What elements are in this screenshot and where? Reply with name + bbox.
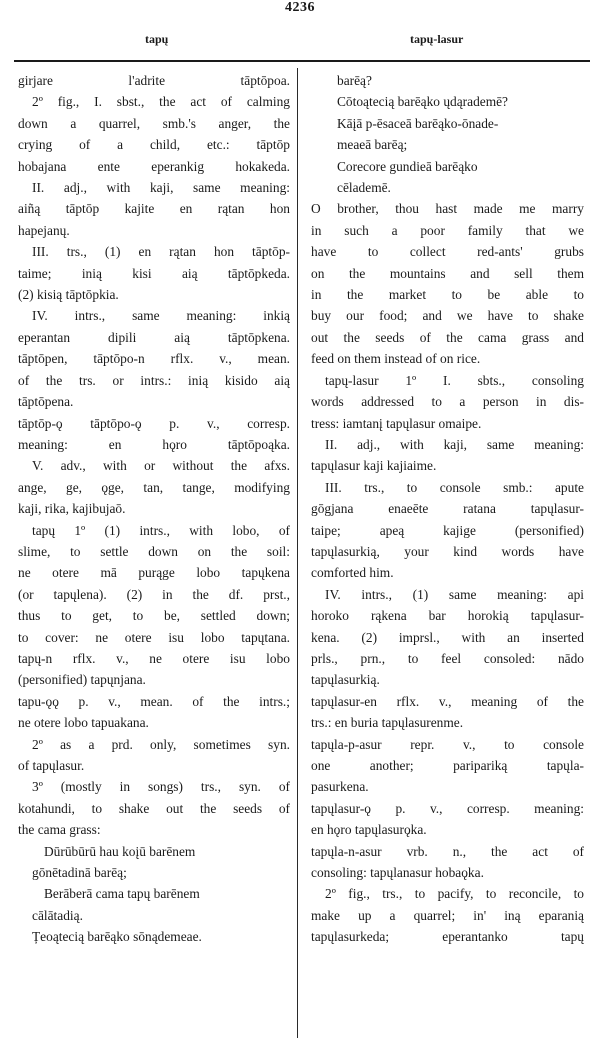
text-line: kaji, rika, kajibujaō. <box>18 501 126 517</box>
running-head-right: tapų-lasur <box>410 32 464 46</box>
text-line: III. trs., to console smb.: apute <box>325 479 584 495</box>
text-line: tapųlasurkeda; eperantanko tapų <box>311 929 584 945</box>
right-column <box>311 70 584 948</box>
text-line: gōgjana enaeēte ratana tapųlasur- <box>311 501 584 517</box>
text-line: ne otere mā purąge lobo tapųkena <box>18 565 290 581</box>
song-line: cālātadią. <box>32 907 83 923</box>
text-line: (2) kisią tāptōpkia. <box>18 287 119 303</box>
text-line: tāptōp-ǫ tāptōpo-ǫ p. v., corresp. <box>18 415 290 431</box>
left-column <box>18 70 290 948</box>
text-line: of the trs. or intrs.: inią kisido aią <box>18 372 290 388</box>
text-line: ange, ge, ǫge, tan, tange, modifying <box>18 479 290 495</box>
text-line: comforted him. <box>311 565 394 581</box>
song-line: cēlademē. <box>337 180 391 196</box>
text-line: girjare l'adrite tāptōpoa. <box>18 73 290 88</box>
text-line: hobajana ente eperankig hokakeda. <box>18 158 290 174</box>
text-line: IV. intrs., same meaning: inkią <box>32 308 290 324</box>
page-number: 4236 <box>285 0 315 15</box>
text-line: tress: iamtanį tapųlasur omaipe. <box>311 415 482 431</box>
text-line: tapųla-n-asur vrb. n., the act of <box>311 843 584 859</box>
text-line: hapejanų. <box>18 222 70 238</box>
text-line: III. trs., (1) en rątan hon tāptōp- <box>32 244 290 260</box>
text-line: 2º fig., trs., to pacify, to reconcile, to <box>325 886 584 902</box>
text-line: meaning: en hǫro tāptōpoąka. <box>18 436 290 452</box>
text-line: eperantan dipili aią tāptōpkena. <box>18 329 290 345</box>
text-line: slime, to settle down on the soil: <box>18 543 290 559</box>
text-line: tāptōpen, tāptōpo-n rflx. v., mean. <box>18 351 290 367</box>
song-line: Berāberā cama tapų barēnem <box>44 886 200 902</box>
song-line: Dūrūbūrū hau koįū barēnem <box>44 843 196 859</box>
text-line: tapųla-p-asur repr. v., to console <box>311 736 584 752</box>
text-line: en hǫro tapųlasurǫka. <box>311 822 427 838</box>
text-line: tapųlasur kaji kajiaime. <box>311 458 437 474</box>
text-line: ne otere lobo tapuakana. <box>18 715 149 731</box>
text-line: on the mountains and sell them <box>311 265 584 281</box>
text-line: down a quarrel, smb.'s anger, the <box>18 115 290 131</box>
header-rule <box>14 60 590 62</box>
text-line: have to collect red-ants' grubs <box>311 244 584 260</box>
text-line: make up a quarrel; in' iną eparanią <box>311 907 584 923</box>
text-line: feed on them instead of on rice. <box>311 351 481 367</box>
text-line: trs.: en buria tapųlasurenme. <box>311 715 464 731</box>
text-line: 2º as a prd. only, sometimes syn. <box>32 736 290 752</box>
text-line: in the market to be able to <box>311 287 584 303</box>
text-line: one another; paripariką tapųla- <box>311 758 584 773</box>
text-line: taipe; apeą kajige (personified) <box>311 522 584 538</box>
text-line: thus to get, to be, settled down; <box>18 608 290 624</box>
text-line: horoko rąkena bar horokią tapųlasur- <box>311 608 584 624</box>
song-line: Cōtoątecią barēąko ųdąrademē? <box>337 94 509 110</box>
text-line: prls., prn., to feel consoled: nādo <box>311 650 584 666</box>
song-line: Corecore gundieā barēąko <box>337 158 478 174</box>
song-line: barēą? <box>337 73 372 88</box>
text-line: buy our food; and we have to shake <box>311 308 584 324</box>
text-line: consoling: tapųlanasur hobaǫka. <box>311 865 484 881</box>
text-line: O brother, thou hast made me marry <box>311 201 584 217</box>
text-line: tapųlasurkią, your kind words have <box>311 543 584 559</box>
song-line: gōnētadinā barēą; <box>32 865 127 881</box>
text-line: tapųlasurkią. <box>311 672 380 688</box>
text-line: 3º (mostly in songs) trs., syn. of <box>32 779 290 795</box>
text-line: 2º fig., I. sbst., the act of calming <box>32 94 290 110</box>
text-line: words addressed to a person in dis- <box>311 394 584 410</box>
text-line: tapųlasur-en rflx. v., meaning of the <box>311 693 584 709</box>
text-line: (personified) tapųnjana. <box>18 672 146 688</box>
text-line: IV. intrs., (1) same meaning: api <box>325 586 584 602</box>
text-line: crying of a child, etc.: tāptōp <box>18 137 290 153</box>
text-line: of tapųlasur. <box>18 758 85 773</box>
text-line: II. adj., with kaji, same meaning: <box>325 436 584 452</box>
text-line: the cama grass: <box>18 822 101 838</box>
text-line: tapu-ǫǫ p. v., mean. of the intrs.; <box>18 693 290 709</box>
text-line: II. adj., with kaji, same meaning: <box>32 180 290 196</box>
text-line: tapųlasur-ǫ p. v., corresp. meaning: <box>311 800 584 816</box>
text-line: to cover: ne otere isu lobo tapųtana. <box>18 629 290 645</box>
text-line: tāptōpena. <box>18 394 74 410</box>
text-line: kena. (2) imprsl., with an inserted <box>311 629 584 645</box>
text-line: taime; inią kisi aią tāptōpkeda. <box>18 265 290 281</box>
text-line: out the seeds of the cama grass and <box>311 329 584 345</box>
text-line: in such a poor family that we <box>311 222 584 238</box>
text-line: kotahundi, to shake out the seeds of <box>18 800 290 816</box>
text-line: tapų 1º (1) intrs., with lobo, of <box>32 522 290 538</box>
text-line: pasurkena. <box>311 779 369 795</box>
song-line: Țeoątecią barēąko sōnądemeae. <box>32 929 202 945</box>
running-head-left: tapų <box>145 32 169 46</box>
text-line: V. adv., with or without the afxs. <box>32 458 290 474</box>
text-line: (or tapųlena). (2) in the df. prst., <box>18 586 290 602</box>
song-line: meaeā barēą; <box>337 137 408 153</box>
text-line: tapų-n rflx. v., ne otere isu lobo <box>18 650 290 666</box>
text-line: tapų-lasur 1º I. sbts., consoling <box>325 372 584 388</box>
text-line: aiñą tāptōp kajite en rątan hon <box>18 201 290 217</box>
column-divider <box>297 68 298 1038</box>
song-line: Kāįā p-ēsaceā barēąko-ōnade- <box>337 115 499 131</box>
